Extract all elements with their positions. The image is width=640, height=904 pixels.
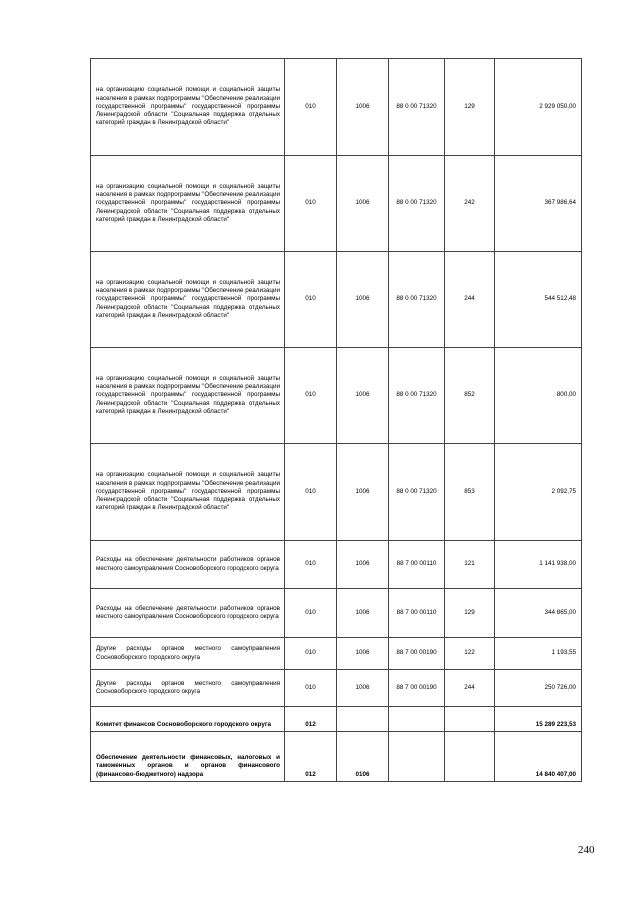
ministry-code-cell: 010 xyxy=(285,59,337,156)
expense-type-cell: 129 xyxy=(445,59,495,156)
section-code-cell: 1006 xyxy=(337,638,389,670)
expense-type-cell: 852 xyxy=(445,348,495,444)
expense-name-cell: на организацию социальной помощи и социальной защиты населения в рамках подпрограммы "Обеспечение реализации государственной программы" государственной программы Ленинградской области "Социальная поддержка отдельных категорий граждан в Ленинградской области" xyxy=(91,348,285,444)
expense-type-cell: 242 xyxy=(445,156,495,252)
section-code-cell: 1006 xyxy=(337,444,389,541)
ministry-code-cell: 010 xyxy=(285,589,337,638)
table-row xyxy=(91,348,582,444)
target-article-cell: 88 7 00 00190 xyxy=(389,670,445,707)
amount-cell: 344 865,00 xyxy=(495,589,582,638)
ministry-code-cell: 010 xyxy=(285,348,337,444)
expense-name-cell: Расходы на обеспечение деятельности работников органов местного самоуправления Сосновоборского городского округа xyxy=(91,589,285,638)
expense-name-cell: Расходы на обеспечение деятельности работников органов местного самоуправления Сосновоборского городского округа xyxy=(91,541,285,589)
expense-name-cell: на организацию социальной помощи и социальной защиты населения в рамках подпрограммы "Обеспечение реализации государственной программы" государственной программы Ленинградской области "Социальная поддержка отдельных категорий граждан в Ленинградской области" xyxy=(91,444,285,541)
expense-type-cell: 122 xyxy=(445,638,495,670)
expense-type-cell xyxy=(445,707,495,732)
expense-name-cell: на организацию социальной помощи и социальной защиты населения в рамках подпрограммы "Обеспечение реализации государственной программы" государственной программы Ленинградской области "Социальная поддержка отдельных категорий граждан в Ленинградской области" xyxy=(91,156,285,252)
expense-name-cell: Другие расходы органов местного самоуправления Сосновоборского городского округа xyxy=(91,670,285,707)
amount-cell: 2 929 050,00 xyxy=(495,59,582,156)
section-code-cell: 1006 xyxy=(337,589,389,638)
section-code-cell: 1006 xyxy=(337,156,389,252)
table-row xyxy=(91,732,582,782)
table-row xyxy=(91,638,582,670)
ministry-code-cell: 010 xyxy=(285,638,337,670)
expense-type-cell: 121 xyxy=(445,541,495,589)
section-code-cell xyxy=(337,707,389,732)
expense-name-cell: Обеспечение деятельности финансовых, налоговых и таможенных органов и органов финансового (финансово-бюджетного) надзора xyxy=(91,732,285,782)
section-code-cell: 0106 xyxy=(337,732,389,782)
expense-name-cell: на организацию социальной помощи и социальной защиты населения в рамках подпрограммы "Обеспечение реализации государственной программы" государственной программы Ленинградской области "Социальная поддержка отдельных категорий граждан в Ленинградской области" xyxy=(91,59,285,156)
section-code-cell: 1006 xyxy=(337,348,389,444)
table-row xyxy=(91,589,582,638)
budget-table xyxy=(90,58,582,782)
ministry-code-cell: 010 xyxy=(285,156,337,252)
amount-cell: 1 193,55 xyxy=(495,638,582,670)
amount-cell: 544 512,48 xyxy=(495,252,582,348)
expense-type-cell: 853 xyxy=(445,444,495,541)
table-row xyxy=(91,444,582,541)
expense-type-cell: 244 xyxy=(445,252,495,348)
table-row xyxy=(91,252,582,348)
expense-name-cell: Комитет финансов Сосновоборского городского округа xyxy=(91,707,285,732)
section-code-cell: 1006 xyxy=(337,252,389,348)
page-number: 240 xyxy=(578,844,595,856)
section-code-cell: 1006 xyxy=(337,670,389,707)
expense-type-cell: 244 xyxy=(445,670,495,707)
expense-type-cell xyxy=(445,732,495,782)
table-row xyxy=(91,156,582,252)
amount-cell: 2 092,75 xyxy=(495,444,582,541)
target-article-cell: 88 7 00 00110 xyxy=(389,589,445,638)
section-code-cell: 1006 xyxy=(337,541,389,589)
target-article-cell: 88 0 00 71320 xyxy=(389,59,445,156)
ministry-code-cell: 010 xyxy=(285,670,337,707)
table-row xyxy=(91,59,582,156)
ministry-code-cell: 012 xyxy=(285,732,337,782)
target-article-cell xyxy=(389,732,445,782)
table-row xyxy=(91,541,582,589)
ministry-code-cell: 010 xyxy=(285,541,337,589)
target-article-cell: 88 7 00 00110 xyxy=(389,541,445,589)
amount-cell: 800,00 xyxy=(495,348,582,444)
amount-cell: 15 289 223,53 xyxy=(495,707,582,732)
target-article-cell: 88 0 00 71320 xyxy=(389,444,445,541)
amount-cell: 1 141 938,00 xyxy=(495,541,582,589)
table-row xyxy=(91,670,582,707)
expense-name-cell: Другие расходы органов местного самоуправления Сосновоборского городского округа xyxy=(91,638,285,670)
target-article-cell: 88 0 00 71320 xyxy=(389,156,445,252)
amount-cell: 250 726,00 xyxy=(495,670,582,707)
amount-cell: 14 840 407,00 xyxy=(495,732,582,782)
target-article-cell: 88 7 00 00190 xyxy=(389,638,445,670)
expense-type-cell: 129 xyxy=(445,589,495,638)
target-article-cell: 88 0 00 71320 xyxy=(389,252,445,348)
ministry-code-cell: 012 xyxy=(285,707,337,732)
ministry-code-cell: 010 xyxy=(285,444,337,541)
amount-cell: 367 986,64 xyxy=(495,156,582,252)
target-article-cell xyxy=(389,707,445,732)
expense-name-cell: на организацию социальной помощи и социальной защиты населения в рамках подпрограммы "Обеспечение реализации государственной программы" государственной программы Ленинградской области "Социальная поддержка отдельных категорий граждан в Ленинградской области" xyxy=(91,252,285,348)
ministry-code-cell: 010 xyxy=(285,252,337,348)
section-code-cell: 1006 xyxy=(337,59,389,156)
target-article-cell: 88 0 00 71320 xyxy=(389,348,445,444)
table-row xyxy=(91,707,582,732)
